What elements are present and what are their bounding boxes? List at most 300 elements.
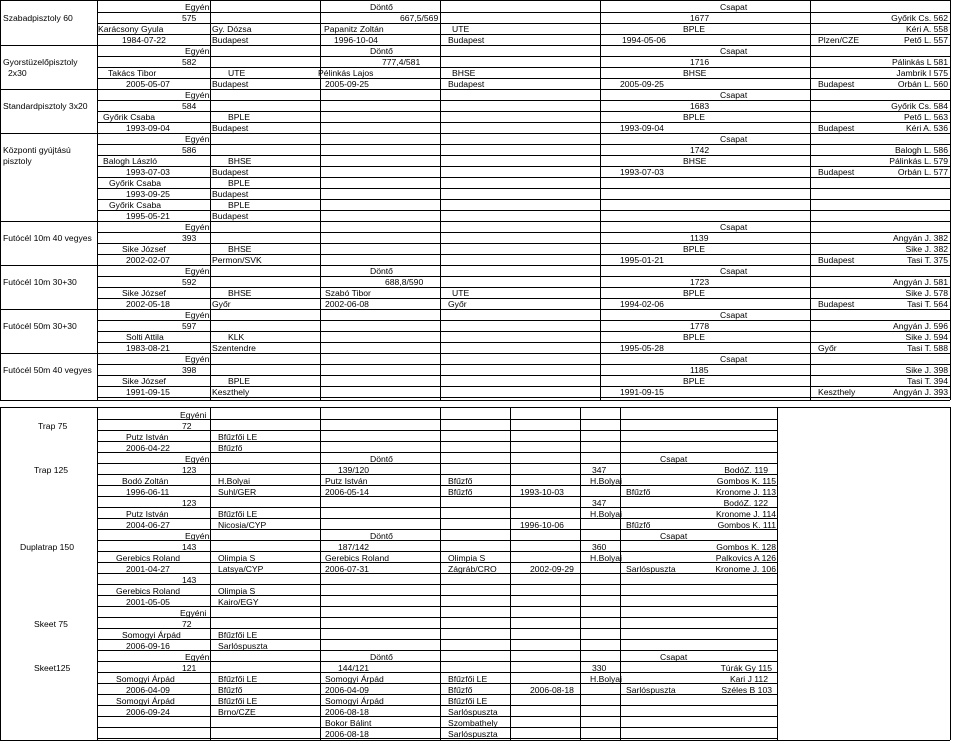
grid-line [97, 133, 950, 134]
bottom-table-cell: 72 [182, 421, 192, 431]
bottom-table-cell: Bfűzfői LE [218, 696, 258, 706]
top-table-cell: Futócél 50m 30+30 [3, 321, 77, 331]
grid-line [97, 474, 777, 475]
top-table-cell: BPLE [228, 376, 250, 386]
bottom-table-cell: Gerebics Roland [325, 553, 390, 563]
top-table-cell: 2005-05-07 [126, 79, 170, 89]
grid-line [97, 419, 777, 420]
top-table-cell: Döntő [370, 2, 393, 12]
grid-line [97, 221, 950, 222]
top-table-cell: 1994-02-06 [620, 299, 664, 309]
grid-line [950, 407, 951, 740]
top-table-cell: Sike József [122, 244, 166, 254]
grid-line [97, 34, 950, 35]
top-table-cell: 1996-10-04 [334, 35, 378, 45]
top-table-cell: Győrik Cs. 584 [891, 101, 948, 111]
grid-line [97, 496, 777, 497]
top-table-cell: 1723 [690, 277, 710, 287]
top-table-cell: Budapest [448, 35, 485, 45]
top-table-cell: Csapat [720, 266, 748, 276]
grid-line [97, 111, 950, 112]
top-table-cell: Budapest [818, 79, 855, 89]
bottom-table-cell: 2006-09-24 [126, 707, 170, 717]
bottom-table-cell: Túrák Gy 115 [720, 663, 772, 673]
top-table-cell: Szentendre [212, 343, 256, 353]
top-table-cell: 2005-09-25 [620, 79, 664, 89]
top-table-cell: Budapest [212, 123, 249, 133]
grid-line [97, 551, 777, 552]
bottom-table-cell: 2001-04-27 [126, 564, 170, 574]
top-table-cell: Egyéni [185, 90, 212, 100]
top-table-cell: BHSE [228, 288, 252, 298]
grid-line [97, 78, 950, 79]
bottom-table-cell: Döntő [370, 454, 393, 464]
bottom-table-cell: 347 [592, 465, 607, 475]
grid-line [0, 45, 97, 46]
grid-line [97, 584, 777, 585]
grid-line [950, 0, 951, 400]
grid-line [580, 407, 581, 740]
bottom-table-cell: 143 [182, 575, 197, 585]
grid-line [0, 221, 97, 222]
grid-line [97, 397, 950, 398]
top-table-cell: Keszthely [818, 387, 856, 397]
top-table-cell: 1185 [690, 365, 709, 375]
top-table-cell: Angyán J. 393 [893, 387, 948, 397]
top-table-cell: BPLE [228, 200, 250, 210]
top-table-cell: 777,4/581 [382, 57, 421, 67]
bottom-table-cell: Palkovics A 126 [715, 553, 776, 563]
top-table-cell: Központi gyújtású [3, 145, 71, 155]
grid-line [0, 353, 97, 354]
top-table-cell: BHSE [683, 68, 707, 78]
bottom-table-cell: Kronome J. 114 [715, 509, 776, 519]
bottom-table-cell: Bfűzfői LE [218, 432, 258, 442]
grid-line [97, 386, 950, 387]
top-table-cell: BHSE [683, 156, 707, 166]
grid-line [97, 463, 777, 464]
top-table-cell: Szabó Tibor [325, 288, 371, 298]
bottom-table-cell: Suhl/GER [218, 487, 257, 497]
top-table-cell: 582 [182, 57, 197, 67]
top-table-cell: 393 [182, 233, 197, 243]
top-table-cell: 592 [182, 277, 197, 287]
bottom-table-cell: Sarlóspuszta [626, 564, 676, 574]
grid-line [97, 177, 950, 178]
top-table-cell: 1993-09-25 [126, 189, 170, 199]
top-table-cell: Solti Attila [126, 332, 164, 342]
grid-line [0, 407, 950, 408]
top-table-cell: Győr [448, 299, 467, 309]
bottom-table-cell: Gombos K. 111 [717, 520, 776, 530]
top-table-cell: 1995-05-28 [620, 343, 664, 353]
bottom-table-cell: Somogyi Árpád [116, 674, 175, 684]
bottom-table-cell: Bfűzfő [626, 520, 651, 530]
grid-line [777, 407, 778, 740]
bottom-table-cell: Trap 75 [38, 421, 68, 431]
grid-line [97, 485, 777, 486]
top-table-cell: Győrik Csaba [109, 200, 162, 210]
bottom-table-cell: BodóZ. 119 [724, 465, 768, 475]
top-table-cell: 586 [182, 145, 197, 155]
grid-line [97, 287, 950, 288]
top-table-cell: Takács Tibor [108, 68, 157, 78]
grid-line [440, 407, 441, 740]
grid-line [97, 122, 950, 123]
bottom-table-cell: 121 [182, 663, 197, 673]
top-table-cell: Budapest [212, 79, 249, 89]
grid-line [97, 276, 950, 277]
top-table-cell: Angyán J. 596 [893, 321, 948, 331]
top-table-cell: Kéri A. 536 [905, 123, 948, 133]
bottom-table-cell: Somogyi Árpád [325, 674, 384, 684]
bottom-table-cell: Szombathely [448, 718, 498, 728]
top-table-cell: Egyéni [185, 46, 212, 56]
grid-line [97, 540, 777, 541]
top-table-cell: UTE [452, 288, 470, 298]
top-table-cell: Futócél 10m 30+30 [3, 277, 77, 287]
bottom-table-cell: 1993-10-03 [520, 487, 564, 497]
bottom-table-cell: H.Bolyai [590, 509, 622, 519]
top-table-cell: 1139 [690, 233, 709, 243]
bottom-table-cell: Putz István [325, 476, 368, 486]
grid-line [97, 595, 777, 596]
bottom-table-cell: Kairo/EGY [218, 597, 259, 607]
top-table-cell: 1993-09-04 [620, 123, 664, 133]
top-table-cell: Budapest [818, 299, 855, 309]
bottom-table-cell: Csapat [660, 454, 688, 464]
grid-line [97, 254, 950, 255]
top-table-cell: Csapat [720, 2, 748, 12]
grid-line [440, 0, 441, 400]
grid-line [97, 243, 950, 244]
top-table-cell: Tasi T. 564 [907, 299, 948, 309]
bottom-table-cell: 2001-05-05 [126, 597, 170, 607]
top-table-cell: Orbán L. 560 [897, 79, 948, 89]
bottom-table-cell: Bfűzfő [448, 476, 473, 486]
top-table-cell: Egyéni [185, 2, 212, 12]
bottom-table-cell: Bfűzfő [218, 685, 243, 695]
bottom-table-cell: Brno/CZE [218, 707, 256, 717]
bottom-table-cell: Egyéni [185, 454, 212, 464]
top-table-cell: Futócél 10m 40 vegyes [3, 233, 92, 243]
bottom-table-cell: Bfűzfő [448, 487, 473, 497]
top-table-cell: 1683 [690, 101, 710, 111]
top-table-cell: Angyán J. 382 [893, 233, 948, 243]
top-table-cell: Orbán L. 577 [897, 167, 948, 177]
bottom-table-cell: 1996-10-06 [520, 520, 564, 530]
bottom-table-cell: Bfűzfői LE [218, 509, 258, 519]
top-table-cell: Csapat [720, 222, 748, 232]
grid-line [620, 407, 621, 740]
grid-line [97, 342, 950, 343]
bottom-table-cell: Zágráb/CRO [448, 564, 497, 574]
top-table-cell: 667,5/569 [400, 13, 439, 23]
bottom-table-cell: Skeet 75 [34, 619, 68, 629]
top-table-cell: 1677 [690, 13, 710, 23]
bottom-table-cell: Széles B 103 [721, 685, 772, 695]
top-table-cell: 1716 [690, 57, 710, 67]
bottom-table-cell: Somogyi Árpád [122, 630, 181, 640]
bottom-table-cell: Olimpia S [218, 586, 256, 596]
bottom-table-cell: Egyéni [185, 531, 212, 541]
bottom-table-cell: Egyéni [180, 410, 207, 420]
top-table-cell: Gy. Dózsa [212, 24, 252, 34]
bottom-table-cell: 143 [182, 542, 197, 552]
bottom-table-cell: Nicosia/CYP [218, 520, 267, 530]
top-table-cell: Budapest [212, 211, 249, 221]
bottom-table-cell: Kari J 112 [729, 674, 768, 684]
grid-line [97, 56, 950, 57]
top-table-cell: Budapest [212, 35, 249, 45]
grid-line [97, 606, 777, 607]
grid-line [97, 375, 950, 376]
top-table-cell: Papanitz Zoltán [324, 24, 384, 34]
bottom-table-cell: Sarlóspuszta [218, 641, 268, 651]
grid-line [97, 628, 777, 629]
top-table-cell: Budapest [212, 189, 249, 199]
bottom-table-cell: 123 [182, 465, 197, 475]
top-table-cell: 398 [182, 365, 197, 375]
top-table-cell: Kéri A. 558 [905, 24, 948, 34]
bottom-table-cell: Gerebics Roland [116, 553, 181, 563]
bottom-table-cell: Skeet125 [34, 663, 71, 673]
bottom-table-cell: Gerebics Roland [116, 586, 181, 596]
top-table-cell: Döntő [370, 46, 393, 56]
top-table-cell: 1993-07-03 [620, 167, 664, 177]
grid-line [97, 265, 950, 266]
top-table-cell: Futócél 50m 40 vegyes [3, 365, 92, 375]
grid-line [97, 529, 777, 530]
bottom-table-cell: Somogyi Árpád [116, 696, 175, 706]
grid-line [210, 0, 211, 400]
grid-line [0, 740, 950, 741]
bottom-table-cell: 2006-08-18 [530, 685, 574, 695]
grid-line [97, 430, 777, 431]
top-table-cell: 1991-09-15 [620, 387, 664, 397]
grid-line [0, 265, 97, 266]
grid-line [97, 738, 777, 739]
top-table-cell: Sike J. 398 [905, 365, 948, 375]
grid-line [97, 309, 950, 310]
top-table-cell: BHSE [452, 68, 476, 78]
top-table-cell: Egyéni [185, 266, 212, 276]
grid-line [97, 694, 777, 695]
grid-line [97, 45, 950, 46]
bottom-table-cell: 330 [592, 663, 607, 673]
top-table-cell: 1778 [690, 321, 710, 331]
top-table-cell: Pető L. 557 [904, 35, 948, 45]
grid-line [97, 23, 950, 24]
bottom-table-cell: Bfűzfői LE [448, 696, 488, 706]
top-table-cell: Plzen/CZE [818, 35, 860, 45]
grid-line [97, 507, 777, 508]
bottom-table-cell: 2002-09-29 [530, 564, 574, 574]
top-table-cell: Győr [818, 343, 837, 353]
top-table-cell: BPLE [228, 112, 250, 122]
top-table-cell: Sike J. 594 [905, 332, 948, 342]
top-table-cell: Karácsony Gyula [98, 24, 164, 34]
bottom-table-cell: Bfűzfő [626, 487, 651, 497]
bottom-table-cell: Bfűzfő [448, 685, 473, 695]
grid-line [97, 705, 777, 706]
grid-line [97, 188, 950, 189]
grid-line [510, 407, 511, 740]
top-table-cell: 1991-09-15 [126, 387, 170, 397]
top-table-cell: Budapest [448, 79, 485, 89]
bottom-table-cell: Putz István [126, 432, 169, 442]
grid-line [97, 199, 950, 200]
bottom-table-cell: 2006-08-18 [325, 729, 369, 739]
top-table-cell: Permon/SVK [212, 255, 262, 265]
grid-line [97, 0, 98, 400]
top-table-cell: Pető L. 563 [904, 112, 948, 122]
top-table-cell: Standardpisztoly 3x20 [3, 101, 88, 111]
grid-line [97, 166, 950, 167]
top-table-cell: 2002-06-08 [325, 299, 369, 309]
grid-line [97, 232, 950, 233]
grid-line [97, 298, 950, 299]
top-table-cell: 1993-09-04 [126, 123, 170, 133]
bottom-table-cell: 2006-07-31 [325, 564, 369, 574]
top-table-cell: Döntő [370, 266, 393, 276]
bottom-table-cell: Egyéni [180, 608, 207, 618]
top-table-cell: BHSE [228, 156, 252, 166]
bottom-table-cell: Putz István [126, 509, 169, 519]
bottom-table-cell: 2006-09-16 [126, 641, 170, 651]
top-table-cell: 2002-05-18 [126, 299, 170, 309]
top-table-cell: Csapat [720, 354, 748, 364]
top-table-cell: Jambrik I 575 [896, 68, 948, 78]
top-table-cell: Gyorstüzelőpisztoly [3, 57, 78, 67]
top-table-cell: BPLE [683, 332, 705, 342]
top-table-cell: Egyéni [185, 222, 212, 232]
top-table-cell: Budapest [818, 167, 855, 177]
top-table-cell: UTE [228, 68, 246, 78]
grid-line [97, 331, 950, 332]
top-table-cell: 1984-07-22 [122, 35, 166, 45]
bottom-table-cell: 360 [592, 542, 607, 552]
bottom-table-cell: Bokor Bálint [325, 718, 372, 728]
top-table-cell: BPLE [683, 24, 705, 34]
top-table-cell: BPLE [683, 112, 705, 122]
top-table-cell: Szabadpisztoly 60 [3, 13, 73, 23]
bottom-table-cell: Somogyi Árpád [325, 696, 384, 706]
bottom-table-cell: Sarlóspuszta [448, 707, 498, 717]
bottom-table-cell: Trap 125 [34, 465, 69, 475]
top-table-cell: 1995-05-21 [126, 211, 170, 221]
grid-line [0, 89, 97, 90]
bottom-table-cell: Sarlóspuszta [626, 685, 676, 695]
bottom-table-cell: Sarlóspuszta [448, 729, 498, 739]
bottom-table-cell: Gombos K. 128 [716, 542, 776, 552]
top-table-cell: 597 [182, 321, 197, 331]
top-table-cell: Egyéni [185, 310, 212, 320]
top-table-cell: Tasi T. 375 [907, 255, 948, 265]
top-table-cell: 1742 [690, 145, 710, 155]
top-table-cell: BPLE [683, 244, 705, 254]
top-table-cell: 2002-02-07 [126, 255, 170, 265]
bottom-table-cell: Olimpia S [448, 553, 486, 563]
grid-line [97, 155, 950, 156]
grid-line [97, 727, 777, 728]
bottom-table-cell: Döntő [370, 652, 393, 662]
top-table-cell: Balogh László [103, 156, 157, 166]
bottom-table-cell: Bfűzfői LE [218, 630, 258, 640]
bottom-table-cell: Döntő [370, 531, 393, 541]
bottom-table-cell: 2004-06-27 [126, 520, 170, 530]
bottom-table-cell: 1996-06-11 [126, 487, 170, 497]
bottom-table-cell: 123 [182, 498, 197, 508]
grid-line [97, 617, 777, 618]
top-table-cell: Pélinkás Lajos [318, 68, 374, 78]
top-table-cell: BHSE [228, 244, 252, 254]
top-table-cell: BPLE [683, 288, 705, 298]
grid-line [0, 0, 1, 400]
grid-line [97, 518, 777, 519]
bottom-table-cell: 72 [182, 619, 192, 629]
top-table-cell: 575 [182, 13, 197, 23]
grid-line [210, 407, 211, 740]
grid-line [97, 364, 950, 365]
bottom-table-cell: 2006-04-09 [325, 685, 369, 695]
top-table-cell: Győrik Csaba [109, 178, 162, 188]
top-table-cell: Keszthely [212, 387, 250, 397]
top-table-cell: Sike J. 578 [905, 288, 948, 298]
top-table-cell: KLK [228, 332, 245, 342]
top-table-cell: 688,8/590 [385, 277, 424, 287]
top-table-cell: Csapat [720, 310, 748, 320]
grid-line [97, 661, 777, 662]
bottom-table-cell: Latsya/CYP [218, 564, 264, 574]
bottom-table-cell: Bfűzfői LE [218, 674, 258, 684]
bottom-table-cell: Kronome J. 113 [715, 487, 776, 497]
bottom-table-cell: Olimpia S [218, 553, 256, 563]
grid-line [0, 309, 97, 310]
top-table-cell: 2005-09-25 [325, 79, 369, 89]
bottom-table-cell: 2006-08-18 [325, 707, 369, 717]
grid-line [97, 573, 777, 574]
grid-line [97, 441, 777, 442]
grid-line [97, 353, 950, 354]
top-table-cell: Pálinkás L 581 [891, 57, 948, 67]
bottom-table-cell: 2006-05-14 [325, 487, 369, 497]
bottom-table-cell: Bodó Zoltán [122, 476, 169, 486]
top-table-cell: UTE [452, 24, 470, 34]
top-table-cell: Budapest [212, 167, 249, 177]
top-table-cell: Budapest [818, 255, 855, 265]
grid-line [97, 683, 777, 684]
grid-line [0, 0, 950, 1]
bottom-table-cell: H.Bolyai [590, 553, 622, 563]
grid-line [320, 407, 321, 740]
grid-line [0, 407, 1, 740]
grid-line [810, 0, 811, 400]
bottom-table-cell: Kronome J. 106 [715, 564, 776, 574]
bottom-table-cell: 2006-04-22 [126, 443, 170, 453]
top-table-cell: 1995-01-21 [620, 255, 664, 265]
bottom-table-cell: Egyéni [185, 652, 212, 662]
top-table-cell: Egyéni [185, 134, 212, 144]
grid-line [97, 67, 950, 68]
grid-line [97, 716, 777, 717]
bottom-table-cell: 347 [592, 498, 607, 508]
grid-line [600, 0, 601, 400]
top-table-cell: Csapat [720, 90, 748, 100]
grid-line [97, 639, 777, 640]
bottom-table-cell: Gombos K. 115 [716, 476, 776, 486]
top-table-cell: 2x30 [8, 68, 27, 78]
